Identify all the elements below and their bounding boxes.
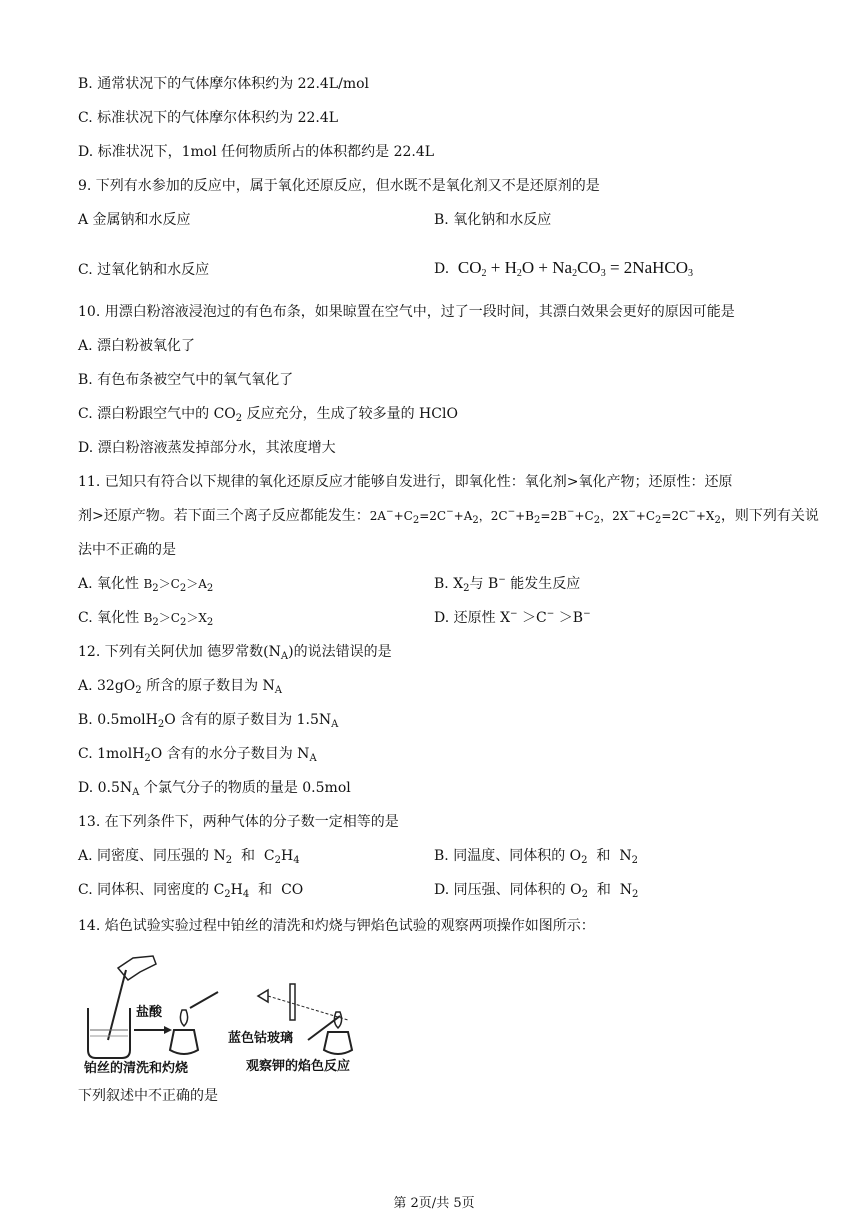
q12-option-a: A. $32gO_2$ 所含的原子数目为 $N_A$ — [78, 678, 283, 696]
q8-option-b: B. 通常状况下的气体摩尔体积约为 22.4L/mol — [78, 76, 370, 92]
flame-test-figure — [78, 950, 378, 1075]
q14-follow: 下列叙述中不正确的是 — [78, 1088, 218, 1104]
q10-option-c: C. 漂白粉跟空气中的 $CO_2$ 反应充分，生成了较多量的 HClO — [78, 406, 458, 424]
q13-option-d: D. 同压强、同体积的 $O_2$ 和 $N_2$ — [434, 882, 639, 900]
q11-stem-line1: 11. 已知只有符合以下规律的氧化还原反应才能够自发进行，即氧化性：氧化剂>氧化产物；还原性：还原 — [78, 474, 733, 490]
q9-option-d: D. $CO_2 + H_2O + Na_2CO_3$ = 2NaHCO$_3$ — [434, 258, 694, 279]
q13-option-b: B. 同温度、同体积的 $O_2$ 和 $N_2$ — [434, 848, 638, 866]
q13-option-c: C. 同体积、同密度的 $C_2H_4$ 和 CO — [78, 882, 304, 900]
q11-stem-line2: 剂>还原产物。若下面三个离子反应都能发生：$2A^-+C_2=2C^-+A_2$，$2C^-+B_2=2B^-+C_2$，$2X^-+C_2=2C^-+X_2$，则下列有关说 — [78, 507, 819, 526]
caption-left: 铂丝的清洗和灼烧 — [84, 1061, 189, 1075]
q11-reactions: $2A^-+C_2=2C^-+A_2$，$2C^-+B_2=2B^-+C_2$，$2X^-+C_2=2C^-+X_2$ — [369, 507, 721, 526]
label-cobalt-glass: 蓝色钴玻璃 — [228, 1031, 294, 1046]
q13-option-a: A. 同密度、同压强的 $N_2$ 和 $C_2H_4$ — [78, 848, 300, 866]
q10-stem: 10. 用漂白粉溶液浸泡过的有色布条，如果晾置在空气中，过了一段时间，其漂白效果会更好的原因可能是 — [78, 304, 735, 320]
q9-option-d-equation: $CO_2 + H_2O + Na_2CO_3$ = 2NaHCO$_3$ — [453, 258, 694, 279]
q11-option-b: B. $X_2$与 B− 能发生反应 — [434, 575, 581, 594]
q11-option-d: D. 还原性 X− ＞C− ＞B− — [434, 609, 591, 626]
q10-option-d: D. 漂白粉溶液蒸发掉部分水，其浓度增大 — [78, 440, 336, 456]
q11-option-a: A. 氧化性 $B_2>C_2>A_2$ — [78, 576, 214, 594]
label-acid: 盐酸 — [136, 1005, 163, 1020]
q12-stem: 12. 下列有关阿伏加 德罗常数$(N_A)$的说法错误的是 — [78, 644, 392, 662]
q10-option-a: A. 漂白粉被氧化了 — [78, 338, 196, 354]
q9-option-b: B. 氧化钠和水反应 — [434, 212, 552, 228]
q11-option-c: C. 氧化性 $B_2>C_2>X_2$ — [78, 610, 214, 628]
q12-option-c: C. 1molH$_2$O 含有的水分子数目为 $N_A$ — [78, 746, 317, 764]
q11-stem-line3: 法中不正确的是 — [78, 542, 176, 558]
caption-right: 观察钾的焰色反应 — [246, 1059, 351, 1074]
q9-stem: 9. 下列有水参加的反应中，属于氧化还原反应，但水既不是氧化剂又不是还原剂的是 — [78, 178, 600, 194]
q14-stem: 14. 焰色试验实验过程中铂丝的清洗和灼烧与钾焰色试验的观察两项操作如图所示： — [78, 918, 595, 934]
q12-option-d: D. $0.5N_A$ 个氯气分子的物质的量是 0.5mol — [78, 780, 351, 798]
page-number: 第 2页/共 5页 — [393, 1196, 475, 1211]
alcohol-lamp-icon — [324, 1032, 352, 1054]
flame-icon — [180, 1010, 187, 1026]
alcohol-lamp-icon — [170, 1030, 198, 1054]
q9-option-a: A 金属钠和水反应 — [78, 212, 191, 228]
q8-option-c: C. 标准状况下的气体摩尔体积约为 22.4L — [78, 110, 339, 126]
q9-option-c: C. 过氧化钠和水反应 — [78, 262, 210, 278]
q12-option-b: B. 0.5molH$_2$O 含有的原子数目为 $1.5N_A$ — [78, 712, 339, 730]
q8-option-d: D. 标准状况下，1mol 任何物质所占的体积都约是 22.4L — [78, 144, 435, 160]
q13-stem: 13. 在下列条件下，两种气体的分子数一定相等的是 — [78, 814, 399, 830]
q10-option-b: B. 有色布条被空气中的氧气氧化了 — [78, 372, 294, 388]
cobalt-glass-icon — [290, 984, 295, 1020]
eye-icon — [258, 990, 268, 1002]
